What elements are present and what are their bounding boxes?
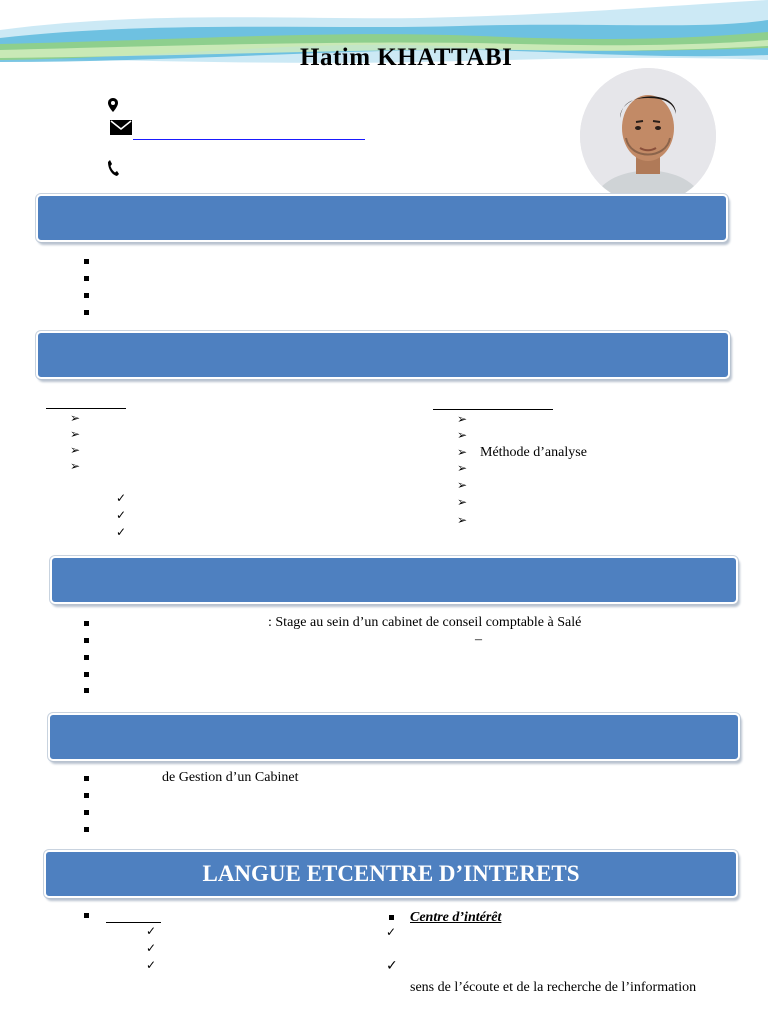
bullet-square — [84, 827, 89, 832]
column-heading-underline — [433, 409, 553, 410]
bullet-square — [84, 810, 89, 815]
centre-interet-label: Centre d’intérêt — [410, 910, 502, 925]
profile-photo — [580, 68, 716, 204]
checkmark-icon: ✓ — [146, 941, 157, 955]
bullet-square — [84, 638, 89, 643]
checkmark-icon: ✓ — [116, 525, 127, 539]
arrow-bullet-icon: ➢ — [457, 412, 468, 426]
checkmark-icon: ✓ — [386, 925, 397, 939]
section-banner-experience — [50, 556, 738, 604]
bullet-square — [84, 655, 89, 660]
arrow-bullet-icon: ➢ — [457, 478, 468, 492]
location-pin-icon — [108, 98, 118, 112]
checkmark-icon: ✓ — [146, 924, 157, 938]
bullet-square — [84, 621, 89, 626]
phone-icon — [107, 160, 119, 176]
experience-dash: – — [475, 632, 482, 647]
competence-item: Méthode d’analyse — [480, 445, 587, 460]
section-banner-langues — [44, 850, 738, 898]
arrow-bullet-icon: ➢ — [457, 495, 468, 509]
checkmark-icon: ✓ — [386, 958, 398, 974]
bullet-square — [84, 913, 89, 918]
arrow-bullet-icon: ➢ — [70, 411, 81, 425]
centre-interet-text: sens de l’écoute et de la recherche de l’information — [410, 980, 697, 995]
section-banner-formation — [48, 713, 740, 761]
arrow-bullet-icon: ➢ — [70, 427, 81, 441]
bullet-square — [84, 276, 89, 281]
bullet-square — [84, 793, 89, 798]
experience-line: : Stage au sein d’un cabinet de conseil comptable à Salé — [268, 615, 582, 630]
envelope-icon — [110, 120, 132, 135]
email-link-underline[interactable] — [133, 139, 365, 140]
checkmark-icon: ✓ — [116, 508, 127, 522]
section-banner-competences — [36, 331, 730, 379]
bullet-square — [84, 310, 89, 315]
bullet-square — [84, 688, 89, 693]
bullet-square — [389, 915, 394, 920]
checkmark-icon: ✓ — [116, 491, 127, 505]
column-heading-underline — [46, 408, 126, 409]
section-title: LANGUE ETCENTRE D’INTERETS — [202, 861, 580, 886]
checkmark-icon: ✓ — [146, 958, 157, 972]
bullet-square — [84, 776, 89, 781]
bullet-square — [84, 293, 89, 298]
arrow-bullet-icon: ➢ — [70, 459, 81, 473]
candidate-name: Hatim KHATTABI — [300, 44, 513, 71]
arrow-bullet-icon: ➢ — [457, 445, 468, 459]
arrow-bullet-icon: ➢ — [457, 428, 468, 442]
arrow-bullet-icon: ➢ — [457, 461, 468, 475]
column-heading-underline — [106, 922, 161, 923]
section-banner-profile — [36, 194, 728, 242]
bullet-square — [84, 672, 89, 677]
formation-line: de Gestion d’un Cabinet — [162, 770, 299, 785]
arrow-bullet-icon: ➢ — [457, 513, 468, 527]
arrow-bullet-icon: ➢ — [70, 443, 81, 457]
bullet-square — [84, 259, 89, 264]
